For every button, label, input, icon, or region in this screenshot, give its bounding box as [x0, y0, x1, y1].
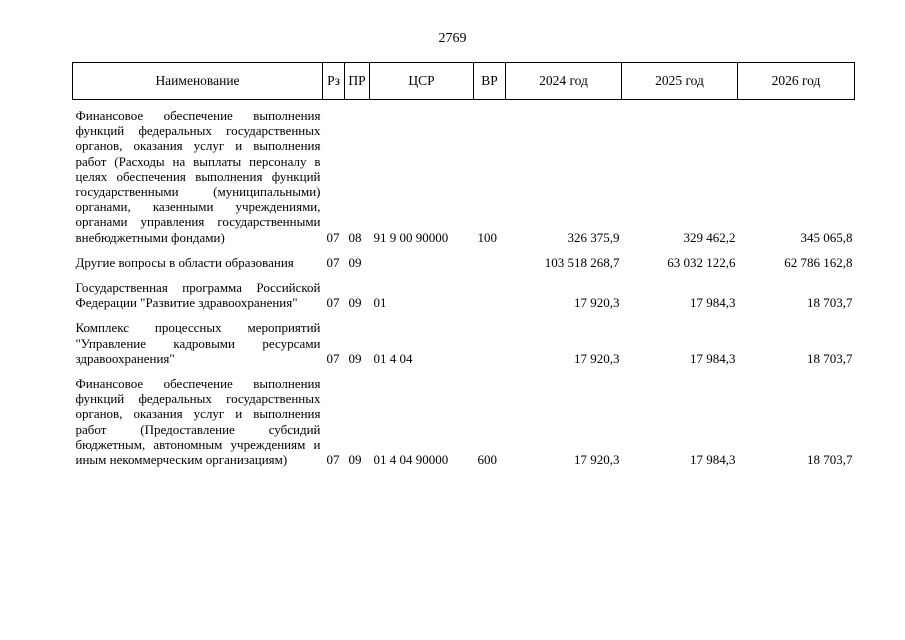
row-2026: 18 703,7 [807, 452, 853, 468]
table-header-row [73, 63, 855, 100]
row-2024: 17 920,3 [574, 452, 620, 468]
row-rz: 07 [326, 350, 340, 366]
row-pr: 08 [348, 229, 362, 245]
header-2026: 2026 год [738, 63, 855, 100]
row-rz: 07 [326, 229, 340, 245]
table-row [73, 100, 855, 247]
header-2024: 2024 год [506, 63, 622, 100]
row-2026: 18 703,7 [807, 350, 853, 366]
row-pr: 09 [348, 350, 362, 366]
row-vr [474, 312, 506, 368]
row-2024: 103 518 268,7 [544, 254, 620, 270]
row-2024: 326 375,9 [567, 229, 620, 245]
row-2025: 17 984,3 [690, 452, 736, 468]
row-vr [474, 272, 506, 312]
budget-table [72, 62, 855, 469]
row-name: Государственная программа Российской Федерации "Развитие здравоохранения" [75, 280, 321, 311]
row-pr: 09 [348, 295, 362, 311]
header-vr: ВР [474, 63, 506, 100]
header-pr: ПР [345, 63, 370, 100]
row-2025: 63 032 122,6 [667, 254, 736, 270]
page-number: 2769 [438, 31, 467, 46]
header-2025: 2025 год [622, 63, 738, 100]
row-csr: 01 4 04 90000 [373, 452, 449, 468]
table-row [73, 247, 855, 272]
header-rz: Рз [323, 63, 345, 100]
table-row [73, 312, 855, 368]
row-2024: 17 920,3 [574, 350, 620, 366]
row-name: Другие вопросы в области образования [75, 254, 294, 270]
row-vr: 100 [477, 229, 497, 245]
row-csr [370, 247, 474, 272]
row-pr: 09 [348, 452, 362, 468]
row-2026: 62 786 162,8 [784, 254, 853, 270]
row-name: Комплекс процессных мероприятий "Управление кадровыми ресурсами здравоохранения" [75, 320, 321, 366]
row-rz: 07 [326, 452, 340, 468]
row-2025: 17 984,3 [690, 350, 736, 366]
row-2026: 18 703,7 [807, 295, 853, 311]
row-rz: 07 [326, 254, 340, 270]
row-vr: 600 [477, 452, 497, 468]
row-csr: 01 [373, 295, 387, 311]
table-row [73, 368, 855, 469]
row-2025: 17 984,3 [690, 295, 736, 311]
table-row [73, 272, 855, 312]
header-name: Наименование [73, 63, 323, 100]
row-name: Финансовое обеспечение выполнения функций федеральных государственных органов, оказания услуг и выполнения работ (Предоставление субсидий бюджетным, автономным учреждениям и иным некоммерческим организациям) [75, 376, 321, 468]
header-csr: ЦСР [370, 63, 474, 100]
row-csr: 91 9 00 90000 [373, 229, 449, 245]
row-vr [474, 247, 506, 272]
row-2026: 345 065,8 [800, 229, 853, 245]
row-2025: 329 462,2 [683, 229, 736, 245]
row-pr: 09 [348, 254, 362, 270]
row-rz: 07 [326, 295, 340, 311]
row-name: Финансовое обеспечение выполнения функций федеральных государственных органов, оказания услуг и выполнения работ (Расходы на выплаты персоналу в целях обеспечения выполнения функций государственными (муниципальными) органами, казенными учреждениями, органами управления государственными внебюджетными фондами) [75, 108, 321, 245]
row-csr: 01 4 04 [373, 350, 413, 366]
row-2024: 17 920,3 [574, 295, 620, 311]
